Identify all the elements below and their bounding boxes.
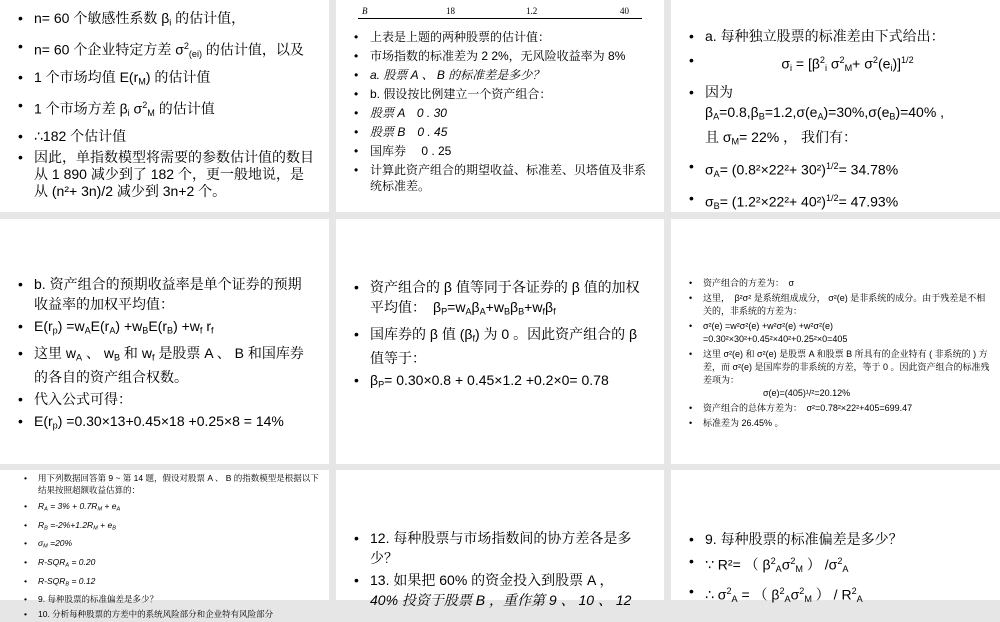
bullet: • b. 假设按比例建立一个资产组合：: [354, 86, 646, 102]
bullet: • 13. 如果把 60% 的资金投入到股票 A ， 40% 投资于股票 B ，重作第 9 、 10 、 12: [354, 570, 654, 610]
table-cell: B: [362, 6, 368, 16]
slide-1-bullets: [18, 8, 317, 200]
bullet: • 标准差为 26.45% 。: [689, 417, 990, 430]
slide-6-bullets: [689, 277, 990, 430]
bullet: • 这里 $w_A$ 、 $w_B$ 和 $w_f$ 是股票 A 、 B 和国库券的各自的资产组合权数。: [18, 343, 315, 388]
bullet: • 用下列数据回答第 9 ~ 第 14 题，假设对股票 A 、 B 的指数模型是根据以下结果按照超额收益估算的：: [24, 472, 321, 496]
bullet: • n= 60 个敏感性系数 $\beta_i$ 的估计值，: [18, 8, 317, 33]
bullet: • $\beta_P= 0.30\times 0.8 + 0.45\times 1.2 +0.2\times 0= 0.78$: [354, 370, 650, 395]
slide-3: [671, 0, 1000, 212]
table-cell: 18: [446, 6, 455, 16]
bullet: • $\sigma_B= (1.2^2\times 22^2+ 40^2)^{1/2}= 47.93\%$: [689, 188, 990, 216]
slide-8-bullets: [354, 528, 654, 610]
slide-2: [336, 0, 664, 212]
bullet: • $R_A = 3\% + 0.7R_M + e_A$: [24, 499, 321, 518]
bullet: • ∵ R²= （ $\beta^2_A\sigma^2_M$ ） $/\sigma^2_A$: [689, 550, 990, 580]
slide-5: [336, 219, 664, 464]
bullet: • a. 每种独立股票的标准差由下式给出：: [689, 26, 990, 46]
bullet: • $E(r_p) =0.30\times 13+0.45\times 18 +0.25\times 8 = 14\%$: [18, 411, 315, 436]
bullet: • 资产组合的方差为： σ: [689, 277, 990, 290]
bullet: • a. 股票 A 、 B 的标准差是多少？: [354, 67, 646, 83]
table-fragment: [358, 0, 642, 19]
bullet: • 12. 每种股票与市场指数间的协方差各是多少？: [354, 528, 654, 568]
bullet: • 市场指数的标准差为 2 2%，无风险收益率为 8%: [354, 48, 646, 64]
slide-2-bullets: [354, 29, 646, 194]
bullet: • 1 个市场均值 $E(r_M)$ 的估计值: [18, 67, 317, 92]
table-cell: 40: [620, 6, 629, 16]
bullet: • σ²(e) =w²σ²(e) +w²σ²(e) +w²σ²(e) =0.30²×30²+0.45²×40²+0.25²×0=405: [689, 320, 990, 346]
bullet: • b. 资产组合的预期收益率是单个证券的预期收益率的加权平均值：: [18, 274, 315, 314]
bullet: • 因此，单指数模型将需要的参数估计值的数目从 1 890 减少到了 182 个，更一般地说，是从 (n²+ 3n)/2 减少到 3n+2 个。: [18, 149, 317, 200]
bullet: • $\sigma_M =20\%$: [24, 536, 321, 555]
bullet: • 国库券的 β 值 $(\beta_f)$ 为 0 。因此资产组合的 β 值等于：: [354, 324, 650, 369]
bullet: • ∴ $\sigma^2_A$ = （ $\beta^2_A\sigma^2_M$ ） / $R^2_A$: [689, 580, 990, 610]
slide-6: [671, 219, 1000, 464]
bullet: • $R_B =-2\%+1.2R_M + e_B$: [24, 518, 321, 537]
bullet: • 资产组合的 β 值等同于各证券的 β 值的加权平均值： $\beta_P=w_A\beta_A+w_B\beta_B+w_f\beta_f$: [354, 277, 650, 322]
slide-9-bullets: [689, 528, 990, 610]
slide-7-bullets: [24, 472, 321, 622]
bullet: • 资产组合的总体方差为： σ²=0.78²×22²+405=699.47: [689, 402, 990, 415]
bullet: • 上表是上题的两种股票的估计值：: [354, 29, 646, 45]
slide-9: [671, 470, 1000, 605]
bullet: • $\sigma_A= (0.8^2\times 22^2+ 30^2)^{1/2}= 34.78\%$: [689, 156, 990, 184]
bullet: • 因为 $\beta_A=0.8,\beta_B=1.2,\sigma(e_A)=30\%,\sigma(e_B)=40\%$ , 且 $\sigma_M= 22\%$ ， 我们有：: [689, 82, 990, 151]
bullet: • 国库券 0 . 25: [354, 143, 646, 159]
bullet: • n= 60 个企业特定方差 $\sigma^2_{(ei)}$ 的估计值，以及: [18, 36, 317, 64]
bullet: • 代入公式可得：: [18, 389, 315, 409]
slide-3-bullets: [689, 26, 990, 216]
bullet: • $R-SQR_B = 0.12$: [24, 574, 321, 593]
bullet: • $\sigma_i = [\beta^2_i$ $\sigma^2_M+ \sigma^2(e_i)]^{1/2}$: [689, 50, 990, 78]
bullet: • $R-SQR_A = 0.20$: [24, 555, 321, 574]
slide-5-bullets: [354, 277, 650, 395]
slide-4: [0, 219, 329, 464]
table-cell: 1.2: [526, 6, 538, 16]
bullet: • 股票 B 0 . 45: [354, 124, 646, 140]
bullet: • 10. 分析每种股票的方差中的系统风险部分和企业特有风险部分: [24, 607, 321, 622]
slide-1: [0, 0, 329, 212]
slide-7: [0, 470, 329, 620]
bullet: • 股票 A 0 . 30: [354, 105, 646, 121]
slide-8: [336, 470, 664, 608]
bullet: • 9. 每种股票的标准偏差是多少？: [689, 528, 990, 550]
bullet: • 1 个市场方差 $\beta_i$ $\sigma^2_M$ 的估计值: [18, 95, 317, 123]
slide-4-bullets: [18, 274, 315, 436]
bullet: • 计算此资产组合的期望收益、标准差、贝塔值及非系统标准差。: [354, 162, 646, 194]
bullet: • $E(r_p) =w_AE(r_A) +w_BE(r_B) +w_f$ $r_f$: [18, 316, 315, 341]
bullet: • 这里 σ²(e) 和 σ²(e) 是股票 A 和股票 B 所具有的企业特有 ( 非系统的 ) 方差，而 σ²(e) 是国库券的非系统的方差，等于 0 。因此资产组合的标准残差项为： σ(e)=(405)¹/²=20.12%: [689, 348, 990, 400]
bullet: • 9. 每种股票的标准偏差是多少？: [24, 592, 321, 607]
bullet: • ∴182 个估计值: [18, 126, 317, 146]
bullet: • 这里， β²σ² 是系统组成成分， σ²(e) 是非系统的成分。由于残差是不相关的，非系统的方差为：: [689, 292, 990, 318]
